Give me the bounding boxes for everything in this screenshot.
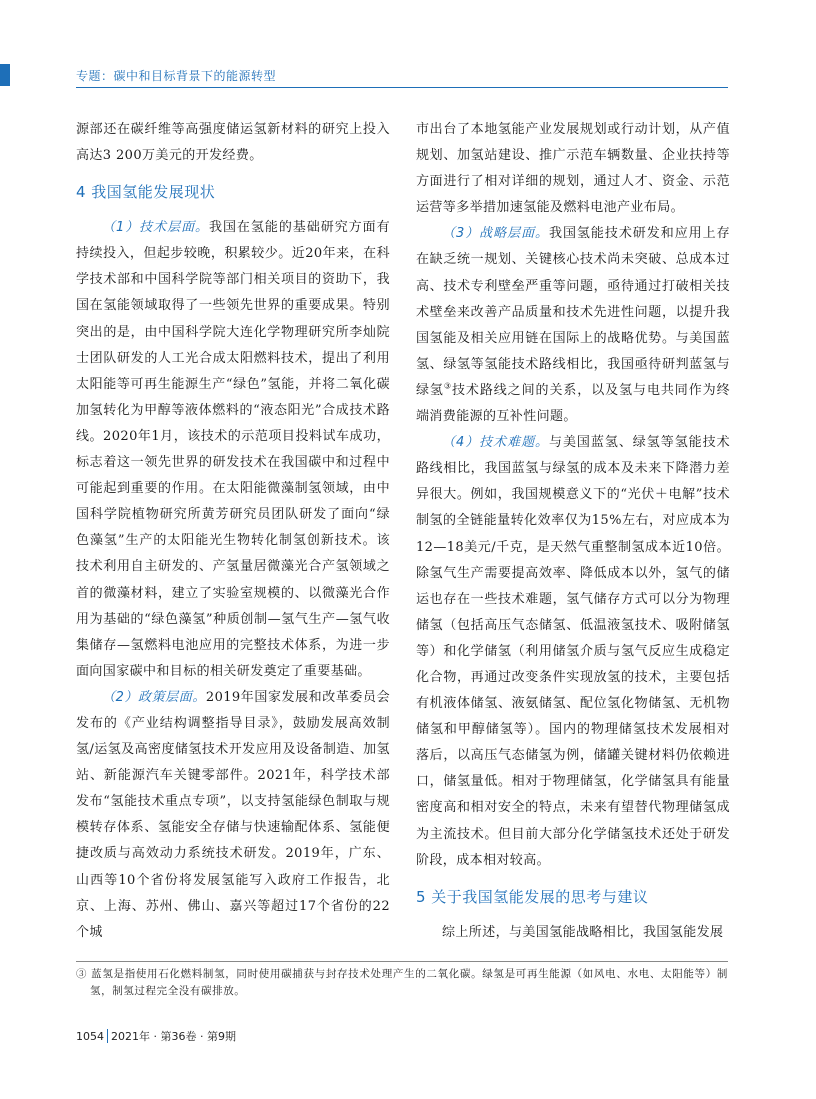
lead-policy: （2）政策层面。 <box>102 689 206 705</box>
body-policy: 2019年国家发展和改革委员会发布的《产业结构调整指导目录》，鼓励发展高效制氢/运氢及高密度储氢技术开发应用及设备制造、加氢站、新能源汽车关键零部件。2021年，科学技术部发布“氢能技术重点专项”，以支持氢能绿色制取与规模转存体系、氢能安全存储与快速输配体系、氢能便捷改质与高效动力系统技术研发。2019年，广东、山西等10个省份将发展氢能写入政府工作报告，北京、上海、苏州、佛山、嘉兴等超过17个省份的22个城 <box>76 689 390 940</box>
running-header-title: 专题：碳中和目标背景下的能源转型 <box>76 69 277 83</box>
paragraph-summary: 综上所述，与美国氢能战略相比，我国氢能发展 <box>442 924 724 940</box>
folio <box>76 1028 236 1044</box>
body-challenges: 与美国蓝氢、绿氢等氢能技术路线相比，我国蓝氢与绿氢的成本及未来下降潜力差异很大。例如，我国规模意义下的“光伏＋电解”技术制氢的全链能量转化效率仅为15%左右，对应成本为12—18美元/千克，是天然气重整制氢成本近10倍。除氢气生产需要提高效率、降低成本以外，氢气的储运也存在一些技术难题，氢气储存方式可以分为物理储氢（包括高压气态储氢、低温液氢技术、吸附储氢等）和化学储氢（利用储氢介质与氢气反应生成稳定化合物，再通过改变条件实现放氢的技术，主要包括有机液体储氢、液氨储氢、配位氢化物储氢、无机物储氢和甲醇储氢等）。国内的物理储氢技术发展相对落后，以高压气态储氢为例，储罐关键材料仍依赖进口，储氢量低。相对于物理储氢，化学储氢具有能量密度高和相对安全的特点，未来有望替代物理储氢成为主流技术。但目前大部分化学储氢技术还处于研发阶段，成本相对较高。 <box>416 435 730 868</box>
folio-divider <box>107 1029 108 1043</box>
footnote-rule <box>76 961 728 962</box>
lead-technology: （1）技术层面。 <box>102 220 209 236</box>
section-heading-4: 4 我国氢能发展现状 <box>76 183 216 202</box>
right-column <box>416 117 730 946</box>
body-strategy-a: 我国氢能技术研发和应用上存在缺乏统一规划、关键核心技术尚未突破、总成本过高、技术专利壁垒严重等问题，亟待通过打破相关技术壁垒来改善产品质量和技术先进性问题，以提升我国氢能及相关应用链在国际上的战略优势。与美国蓝氢、绿氢等氢能技术路线相比，我国亟待研判蓝氢与绿氢 <box>416 226 730 398</box>
paragraph-policy-continued: 市出台了本地氢能产业发展规划或行动计划，从产值规划、加氢站建设、推广示范车辆数量、企业扶持等方面进行了相对详细的规划，通过人才、资金、示范运营等多举措加速氢能及燃料电池产业布局。 <box>416 122 730 216</box>
header-accent-bar <box>0 64 10 86</box>
body-strategy-b: 技术路线之间的关系，以及氢与电共同作为终端消费能源的互补性问题。 <box>416 382 730 425</box>
section-heading-5: 5 关于我国氢能发展的思考与建议 <box>416 887 649 906</box>
page-number: 1054 <box>76 1029 104 1043</box>
header-rule <box>76 87 728 88</box>
paragraph-technical-challenges <box>416 430 730 874</box>
left-column <box>76 117 390 946</box>
body-technology: 我国在氢能的基础研究方面有持续投入，但起步较晚，积累较少。近20年来，在科学技术部和中国科学院等部门相关项目的资助下，我国在氢能领域取得了一些领先世界的重要成果。特别突出的是，由中国科学院大连化学物理研究所李灿院士团队研发的人工光合成太阳燃料技术，提出了利用太阳能等可再生能源生产“绿色”氢能，并将二氧化碳加氢转化为甲醇等液体燃料的“液态阳光”合成技术路线。2020年1月，该技术的示范项目投料试车成功，标志着这一领先世界的研发技术在我国碳中和过程中可能起到重要的作用。在太阳能微藻制氢领域，由中国科学院植物研究所黄芳研究员团队研发了面向“绿色藻氢”生产的太阳能光生物转化制氢创新技术。该技术利用自主研发的、产氢量居微藻光合产氢领域之首的微藻材料，建立了实验室规模的、以微藻光合作用为基础的“绿色藻氢”种质创制—氢气生产—氢气收集储存—氢燃料电池应用的完整技术体系，为进一步面向国家碳中和目标的相关研发奠定了重要基础。 <box>76 220 390 679</box>
paragraph-strategy <box>416 221 730 430</box>
issue-info: 2021年 · 第36卷 · 第9期 <box>111 1030 236 1043</box>
footnote: ③ 蓝氢是指使用石化燃料制氢，同时使用碳捕获与封存技术处理产生的二氧化碳。绿氢是可再生能源（如风电、水电、太阳能等）制氢，制氢过程完全没有碳排放。 <box>76 968 728 997</box>
footnote-marker[interactable]: ③ <box>443 381 452 391</box>
paragraph-policy <box>76 685 390 946</box>
paragraph-technology <box>76 215 390 685</box>
paragraph-continued: 源部还在碳纤维等高强度储运氢新材料的研究上投入高达3 200万美元的开发经费。 <box>76 122 390 164</box>
lead-strategy: （3）战略层面。 <box>442 226 549 242</box>
lead-challenges: （4）技术难题。 <box>442 435 549 451</box>
